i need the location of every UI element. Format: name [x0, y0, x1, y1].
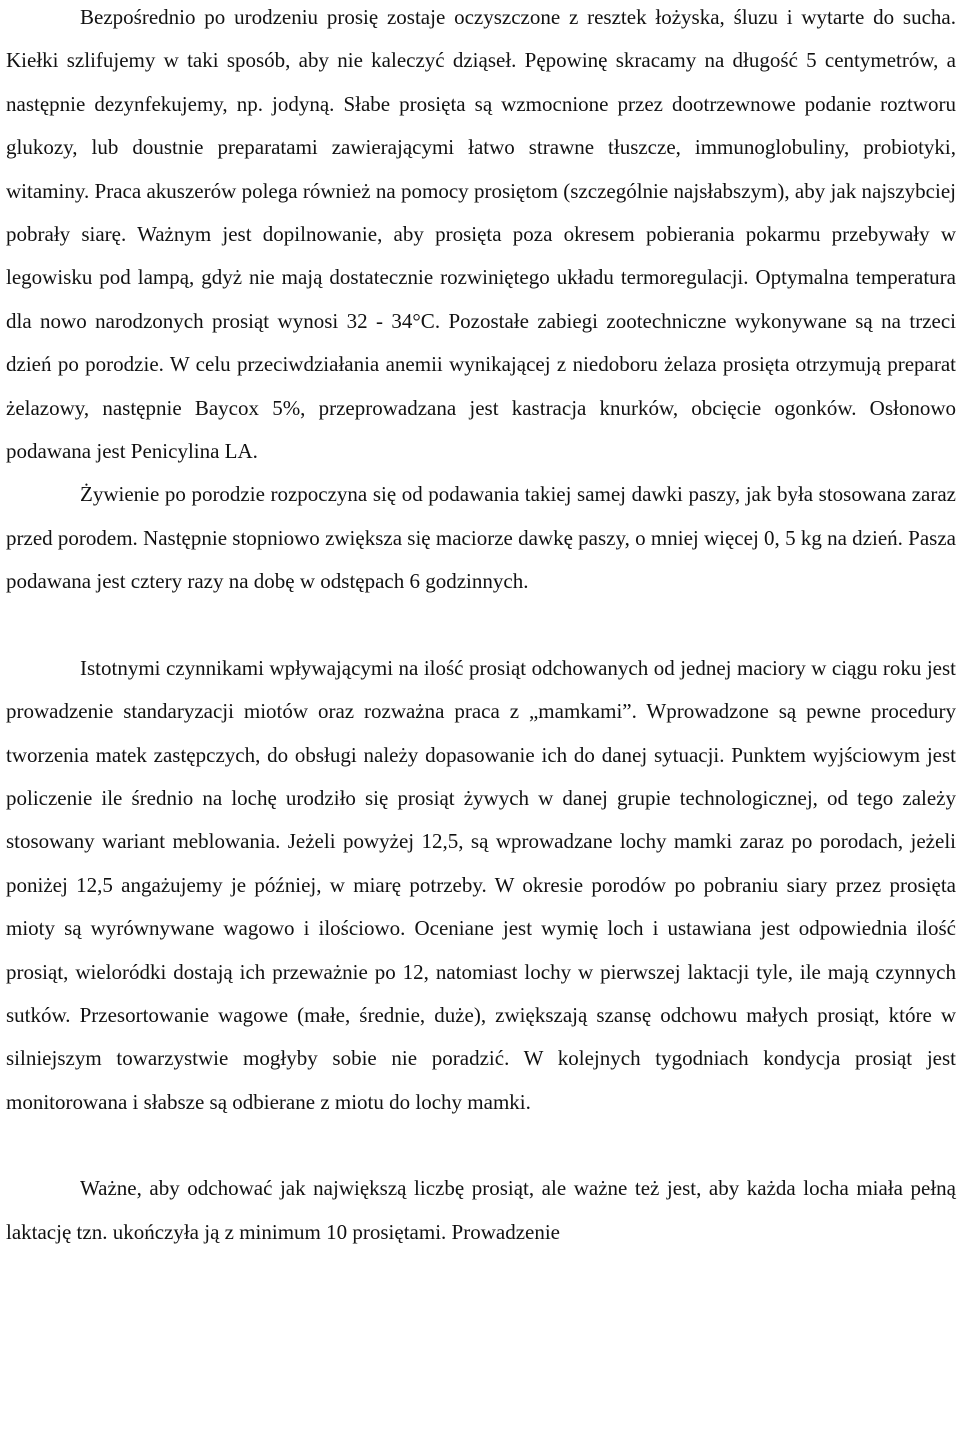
- paragraph-gap: [6, 604, 956, 647]
- paragraph-postpartum-feeding: Żywienie po porodzie rozpoczyna się od podawania takiej samej dawki paszy, jak była stosowana zaraz przed porodem. Następnie stopniowo zwiększa się maciorze dawkę paszy, o mniej więcej 0, 5 kg na dzień. Pasza podawana jest cztery razy na dobę w odstępach 6 godzinnych.: [6, 482, 956, 594]
- paragraph-litter-standardization: Istotnymi czynnikami wpływającymi na ilość prosiąt odchowanych od jednej maciory w ciągu roku jest prowadzenie standaryzacji miotów oraz rozważna praca z „mamkami”. Wprowadzone są pewne procedury tworzenia matek zastępczych, do obsługi należy dopasowanie ich do danej sytuacji. Punktem wyjściowym jest policzenie ile średnio na lochę urodziło się prosiąt żywych w danej grupie technologicznej, od tego zależy stosowany wariant meblowania. Jeżeli powyżej 12,5, są wprowadzane lochy mamki zaraz po porodach, jeżeli poniżej 12,5 angażujemy je później, w miarę potrzeby. W okresie porodów po pobraniu siary przez prosięta mioty są wyrównywane wagowo i ilościowo. Oceniane jest wymię loch i ustawiana jest odpowiednia ilość prosiąt, wieloródki dostają ich przeważnie po 12, natomiast lochy w pierwszej laktacji tyle, ile mają czynnych sutków. Przesortowanie wagowe (małe, średnie, duże), zwiększają szansę odchowu małych prosiąt, które w silniejszym towarzystwie mogłyby sobie nie poradzić. W kolejnych tygodniach kondycja prosiąt jest monitorowana i słabsze są odbierane z miotu do lochy mamki.: [6, 655, 956, 1114]
- paragraph-full-lactation: Ważne, aby odchować jak największą liczbę prosiąt, ale ważne też jest, aby każda locha miała pełną laktację tzn. ukończyła ją z minimum 10 prosiętami. Prowadzenie: [6, 1176, 956, 1244]
- document-page: [6, 0, 956, 1254]
- paragraph-gap: [6, 1124, 956, 1167]
- paragraph-newborn-piglet-care: Bezpośrednio po urodzeniu prosię zostaje oczyszczone z resztek łożyska, śluzu i wytarte do sucha. Kiełki szlifujemy w taki sposób, aby nie kaleczyć dziąseł. Pępowinę skracamy na długość 5 centymetrów, a następnie dezynfekujemy, np. jodyną. Słabe prosięta są wzmocnione przez dootrzewnowe podanie roztworu glukozy, lub doustnie preparatami zawierającymi łatwo strawne tłuszcze, immunoglobuliny, probiotyki, witaminy. Praca akuszerów polega również na pomocy prosiętom (szczególnie najsłabszym), aby jak najszybciej pobrały siarę. Ważnym jest dopilnowanie, aby prosięta poza okresem pobierania pokarmu przebywały w legowisku pod lampą, gdyż nie mają dostatecznie rozwiniętego układu termoregulacji. Optymalna temperatura dla nowo narodzonych prosiąt wynosi 32 - 34°C. Pozostałe zabiegi zootechniczne wykonywane są na trzeci dzień po porodzie. W celu przeciwdziałania anemii wynikającej z niedoboru żelaza prosięta otrzymują preparat żelazowy, następnie Baycox 5%, przeprowadzana jest kastracja knurków, obcięcie ogonków. Osłonowo podawana jest Penicylina LA.: [6, 5, 956, 464]
